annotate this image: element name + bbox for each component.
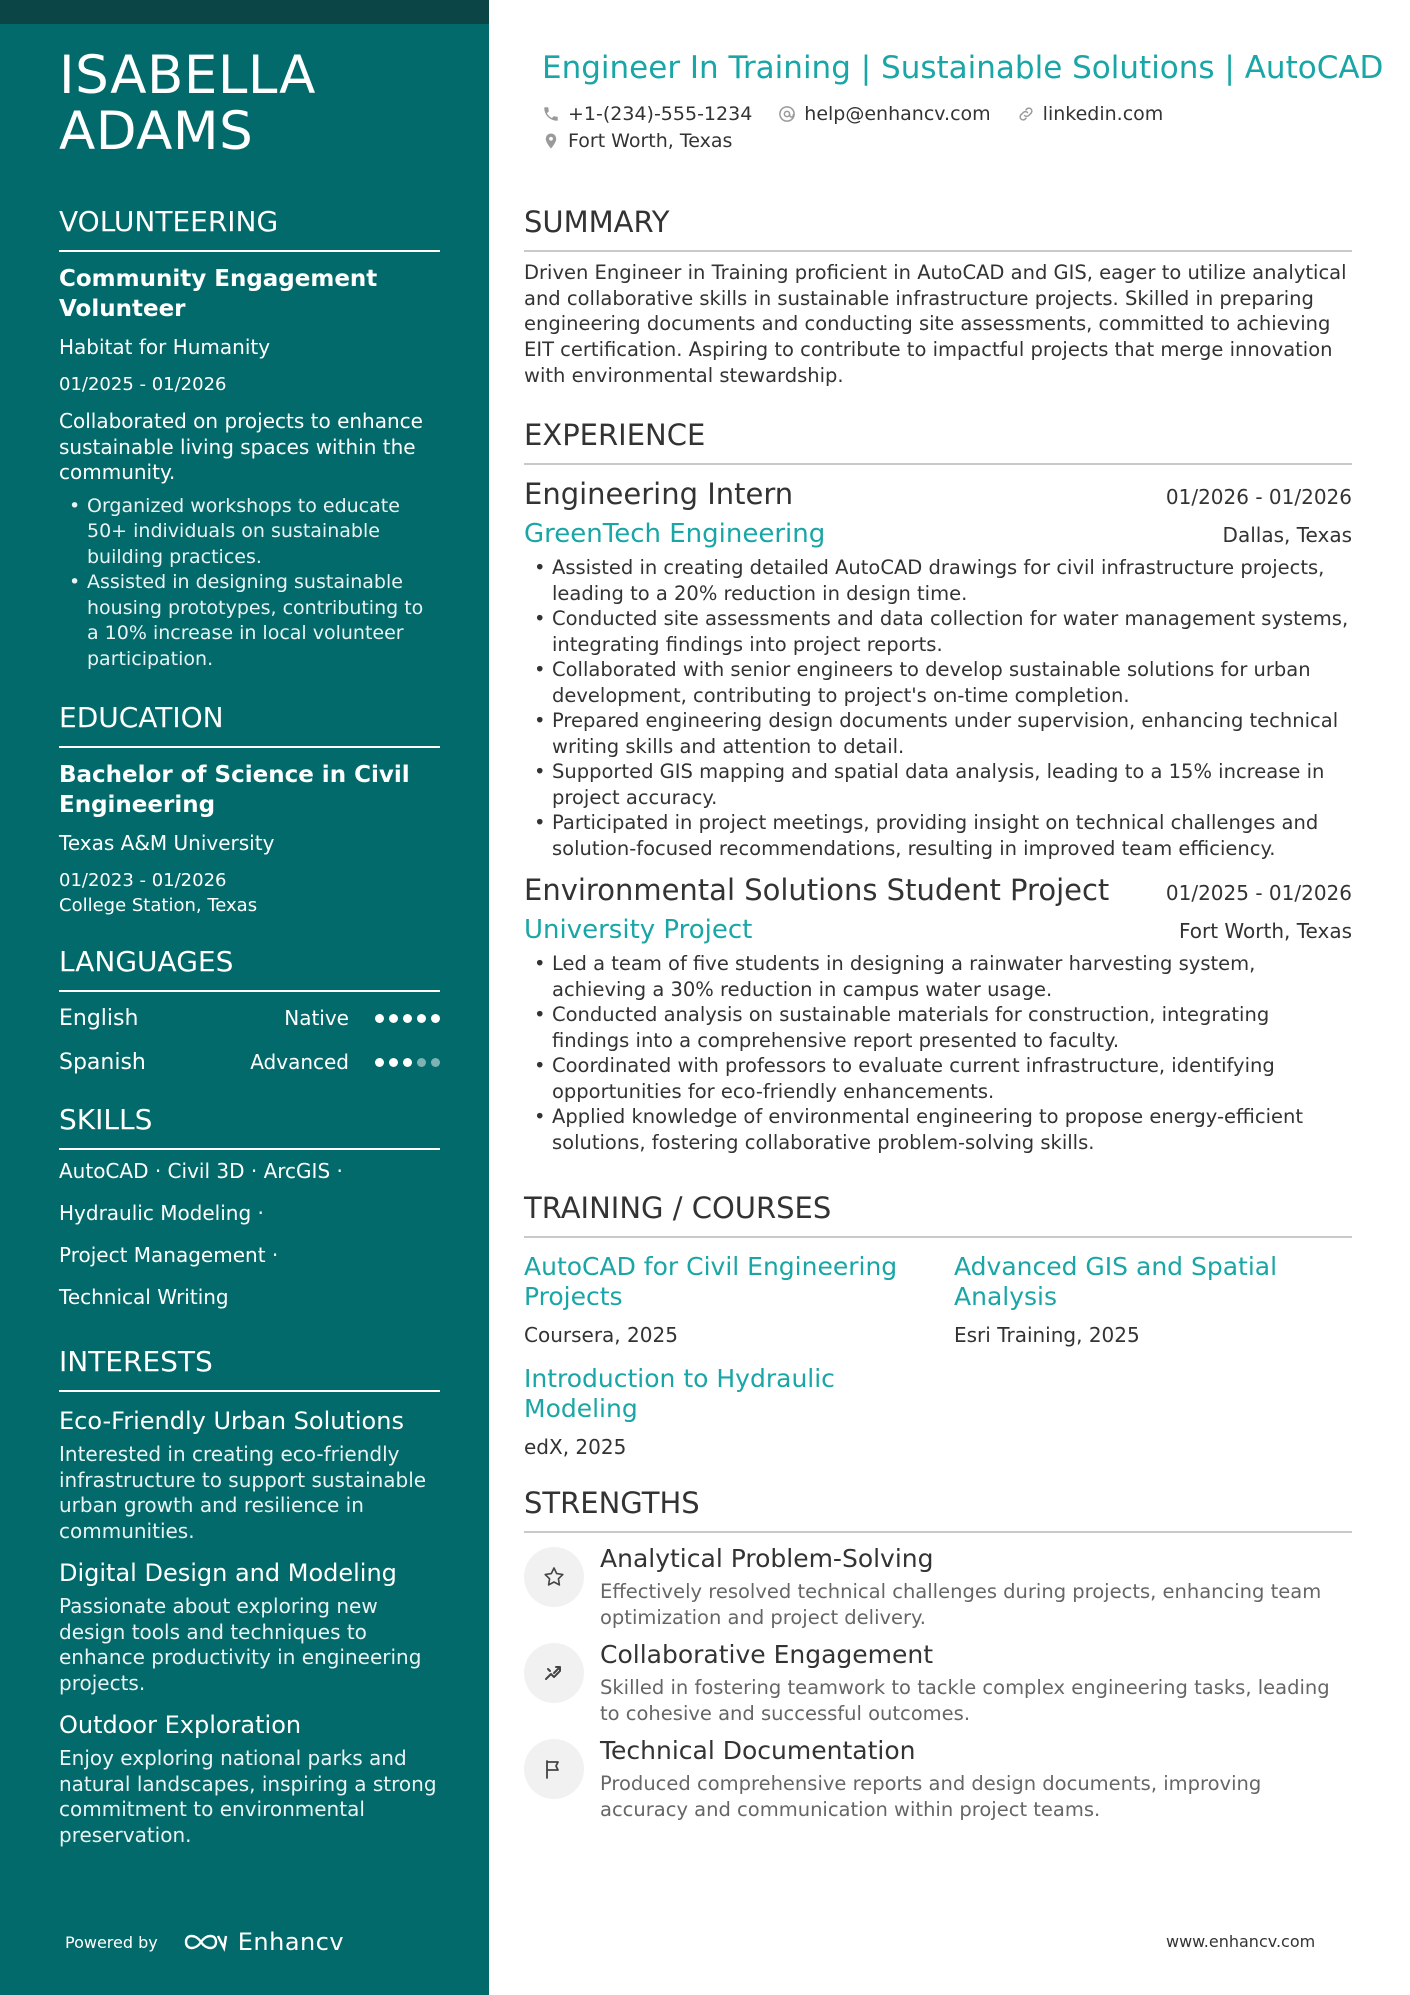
course-provider: Esri Training, 2025 bbox=[954, 1323, 1140, 1347]
course-item bbox=[954, 1252, 1352, 1348]
course-item bbox=[524, 1252, 954, 1348]
interests-section bbox=[59, 1344, 440, 1848]
candidate-name bbox=[59, 45, 440, 162]
education-dates: 01/2023 - 01/2026 bbox=[59, 870, 227, 891]
star-icon bbox=[542, 1565, 566, 1589]
rating-dot-filled bbox=[389, 1014, 398, 1023]
name-first: ISABELLA bbox=[59, 45, 316, 106]
sidebar bbox=[0, 0, 489, 1995]
enhancv-logo[interactable] bbox=[182, 1928, 344, 1956]
contact-info bbox=[542, 100, 1163, 154]
rating-dot-empty bbox=[431, 1058, 440, 1067]
strength-description: Effectively resolved technical challenges during projects, enhancing team optimization and project delivery. bbox=[600, 1580, 1322, 1629]
rating-dot-filled bbox=[417, 1014, 426, 1023]
course-provider: Coursera, 2025 bbox=[524, 1323, 678, 1347]
volunteering-section bbox=[59, 204, 440, 672]
skill-line: AutoCAD · Civil 3D · ArcGIS · bbox=[59, 1159, 343, 1183]
volunteer-description: Collaborated on projects to enhance sustainable living spaces within the community. bbox=[59, 409, 423, 484]
training-section bbox=[524, 1190, 1352, 1460]
language-rating bbox=[375, 1058, 440, 1067]
list-item: • Collaborated with senior engineers to develop sustainable solutions for urban development, contributing to project's on-time completion. bbox=[534, 657, 1352, 708]
skills-heading: SKILLS bbox=[59, 1102, 440, 1150]
language-name: English bbox=[59, 1005, 139, 1031]
flag-icon bbox=[542, 1757, 566, 1781]
job-company: GreenTech Engineering bbox=[524, 519, 826, 549]
education-location: College Station, Texas bbox=[59, 895, 258, 916]
skill-line: Technical Writing bbox=[59, 1285, 229, 1309]
location-pin-icon bbox=[542, 132, 560, 150]
handshake-icon bbox=[542, 1661, 566, 1685]
enhancv-logo-icon bbox=[182, 1930, 228, 1954]
languages-section bbox=[59, 944, 440, 1084]
strength-icon-wrap bbox=[524, 1643, 584, 1703]
strength-title: Collaborative Engagement bbox=[600, 1640, 934, 1669]
skill-line: Project Management · bbox=[59, 1243, 279, 1267]
contact-linkedin[interactable] bbox=[1017, 103, 1164, 125]
list-item: • Assisted in creating detailed AutoCAD drawings for civil infrastructure projects, leading to a 20% reduction in design time. bbox=[534, 555, 1352, 606]
job-dates: 01/2025 - 01/2026 bbox=[1165, 881, 1352, 905]
strength-icon-wrap bbox=[524, 1547, 584, 1607]
language-level: Advanced bbox=[250, 1050, 349, 1074]
list-item: • Participated in project meetings, providing insight on technical challenges and solution-focused recommendations, resulting in improved team efficiency. bbox=[534, 810, 1352, 861]
language-name: Spanish bbox=[59, 1049, 146, 1075]
languages-heading: LANGUAGES bbox=[59, 944, 440, 992]
education-school: Texas A&M University bbox=[59, 831, 275, 855]
list-item: • Conducted analysis on sustainable materials for construction, integrating findings into a comprehensive report presented to faculty. bbox=[534, 1002, 1352, 1053]
linkedin-text: linkedin.com bbox=[1042, 102, 1164, 125]
list-item: • Prepared engineering design documents under supervision, enhancing technical writing skills and attention to detail. bbox=[534, 708, 1352, 759]
language-row bbox=[59, 996, 440, 1040]
contact-phone[interactable] bbox=[542, 103, 752, 125]
powered-by bbox=[65, 1928, 344, 1956]
list-item: • Led a team of five students in designing a rainwater harvesting system, achieving a 30% reduction in campus water usage. bbox=[534, 951, 1352, 1002]
phone-icon bbox=[542, 105, 560, 123]
strength-item bbox=[524, 1733, 1352, 1823]
volunteer-title: Community Engagement Volunteer bbox=[59, 266, 378, 322]
strength-item bbox=[524, 1637, 1352, 1727]
rating-dot-filled bbox=[389, 1058, 398, 1067]
education-heading: EDUCATION bbox=[59, 700, 440, 748]
headline: Engineer In Training | Sustainable Solutions | AutoCAD bbox=[542, 50, 1384, 86]
volunteering-heading: VOLUNTEERING bbox=[59, 204, 440, 252]
link-icon bbox=[1017, 105, 1035, 123]
list-item: • Conducted site assessments and data collection for water management systems, integrating findings into project reports. bbox=[534, 606, 1352, 657]
course-title: AutoCAD for Civil Engineering Projects bbox=[524, 1252, 898, 1311]
list-item: • Coordinated with professors to evaluate current infrastructure, identifying opportunities for eco-friendly enhancements. bbox=[534, 1053, 1352, 1104]
course-title: Introduction to Hydraulic Modeling bbox=[524, 1364, 835, 1423]
job-title: Engineering Intern bbox=[524, 477, 794, 511]
summary-text: Driven Engineer in Training proficient in AutoCAD and GIS, eager to utilize analytical and collaborative skills in sustainable infrastructure projects. Skilled in preparing engineering documents and conducting site assessments, committed to achieving EIT certification. Aspiring to contribute to impactful projects that merge innovation with environmental stewardship. bbox=[524, 261, 1347, 387]
job-dates: 01/2026 - 01/2026 bbox=[1165, 485, 1352, 509]
job-bullets bbox=[524, 555, 1352, 861]
phone-text: +1-(234)-555-1234 bbox=[568, 102, 753, 125]
interest-title: Digital Design and Modeling bbox=[59, 1559, 397, 1587]
volunteer-bullets bbox=[59, 494, 440, 673]
rating-dot-filled bbox=[403, 1014, 412, 1023]
language-level: Native bbox=[284, 1006, 349, 1030]
skills-section bbox=[59, 1102, 440, 1318]
education-section bbox=[59, 700, 440, 918]
job-location: Dallas, Texas bbox=[1222, 523, 1352, 547]
experience-section bbox=[524, 417, 1352, 1155]
volunteer-org: Habitat for Humanity bbox=[59, 335, 271, 359]
job-location: Fort Worth, Texas bbox=[1178, 919, 1352, 943]
list-item: • Assisted in designing sustainable housing prototypes, contributing to a 10% increase in local volunteer participation. bbox=[69, 570, 440, 672]
training-heading: TRAINING / COURSES bbox=[524, 1190, 1352, 1238]
contact-email[interactable] bbox=[778, 103, 990, 125]
job-company: University Project bbox=[524, 915, 753, 945]
interest-title: Eco-Friendly Urban Solutions bbox=[59, 1407, 404, 1435]
rating-dot-filled bbox=[431, 1014, 440, 1023]
at-icon bbox=[778, 105, 796, 123]
list-item: • Applied knowledge of environmental engineering to propose energy-efficient solutions, fostering collaborative problem-solving skills. bbox=[534, 1104, 1352, 1155]
sidebar-top-bar bbox=[0, 0, 489, 24]
email-text: help@enhancv.com bbox=[804, 102, 991, 125]
volunteer-dates: 01/2025 - 01/2026 bbox=[59, 374, 227, 395]
language-row bbox=[59, 1040, 440, 1084]
job-entry bbox=[524, 475, 1352, 861]
contact-location bbox=[542, 130, 732, 152]
job-title: Environmental Solutions Student Project bbox=[524, 873, 1110, 907]
course-title: Advanced GIS and Spatial Analysis bbox=[954, 1252, 1278, 1311]
rating-dot-filled bbox=[375, 1014, 384, 1023]
interest-description: Passionate about exploring new design tools and techniques to enhance productivity in engineering projects. bbox=[59, 1594, 422, 1695]
strengths-section bbox=[524, 1485, 1352, 1823]
name-last: ADAMS bbox=[59, 101, 254, 162]
interest-description: Enjoy exploring national parks and natural landscapes, inspiring a strong commitment to environmental preservation. bbox=[59, 1746, 437, 1847]
education-degree: Bachelor of Science in Civil Engineering bbox=[59, 762, 410, 818]
enhancv-logo-text: Enhancv bbox=[237, 1928, 345, 1956]
rating-dot-empty bbox=[417, 1058, 426, 1067]
job-entry bbox=[524, 871, 1352, 1155]
experience-heading: EXPERIENCE bbox=[524, 417, 1352, 465]
strength-item bbox=[524, 1541, 1352, 1631]
summary-heading: SUMMARY bbox=[524, 204, 1352, 252]
interest-title: Outdoor Exploration bbox=[59, 1711, 302, 1739]
summary-section bbox=[524, 204, 1352, 389]
course-provider: edX, 2025 bbox=[524, 1435, 627, 1459]
course-item bbox=[524, 1364, 954, 1460]
interests-heading: INTERESTS bbox=[59, 1344, 440, 1392]
strength-description: Produced comprehensive reports and design documents, improving accuracy and communication within project teams. bbox=[600, 1772, 1262, 1821]
strength-title: Technical Documentation bbox=[600, 1736, 916, 1765]
strength-description: Skilled in fostering teamwork to tackle complex engineering tasks, leading to cohesive and successful outcomes. bbox=[600, 1676, 1330, 1725]
job-bullets bbox=[524, 951, 1352, 1155]
list-item: • Supported GIS mapping and spatial data analysis, leading to a 15% increase in project accuracy. bbox=[534, 759, 1352, 810]
strengths-heading: STRENGTHS bbox=[524, 1485, 1352, 1533]
powered-by-label: Powered by bbox=[65, 1932, 158, 1952]
rating-dot-filled bbox=[403, 1058, 412, 1067]
footer-url[interactable]: www.enhancv.com bbox=[1166, 1932, 1316, 1951]
interest-description: Interested in creating eco-friendly infrastructure to support sustainable urban growth and resilience in communities. bbox=[59, 1442, 427, 1543]
language-rating bbox=[375, 1014, 440, 1023]
strength-icon-wrap bbox=[524, 1739, 584, 1799]
strength-title: Analytical Problem-Solving bbox=[600, 1544, 934, 1573]
list-item: • Organized workshops to educate 50+ individuals on sustainable building practices. bbox=[69, 494, 440, 571]
rating-dot-filled bbox=[375, 1058, 384, 1067]
skill-line: Hydraulic Modeling · bbox=[59, 1201, 264, 1225]
location-text: Fort Worth, Texas bbox=[568, 129, 733, 152]
